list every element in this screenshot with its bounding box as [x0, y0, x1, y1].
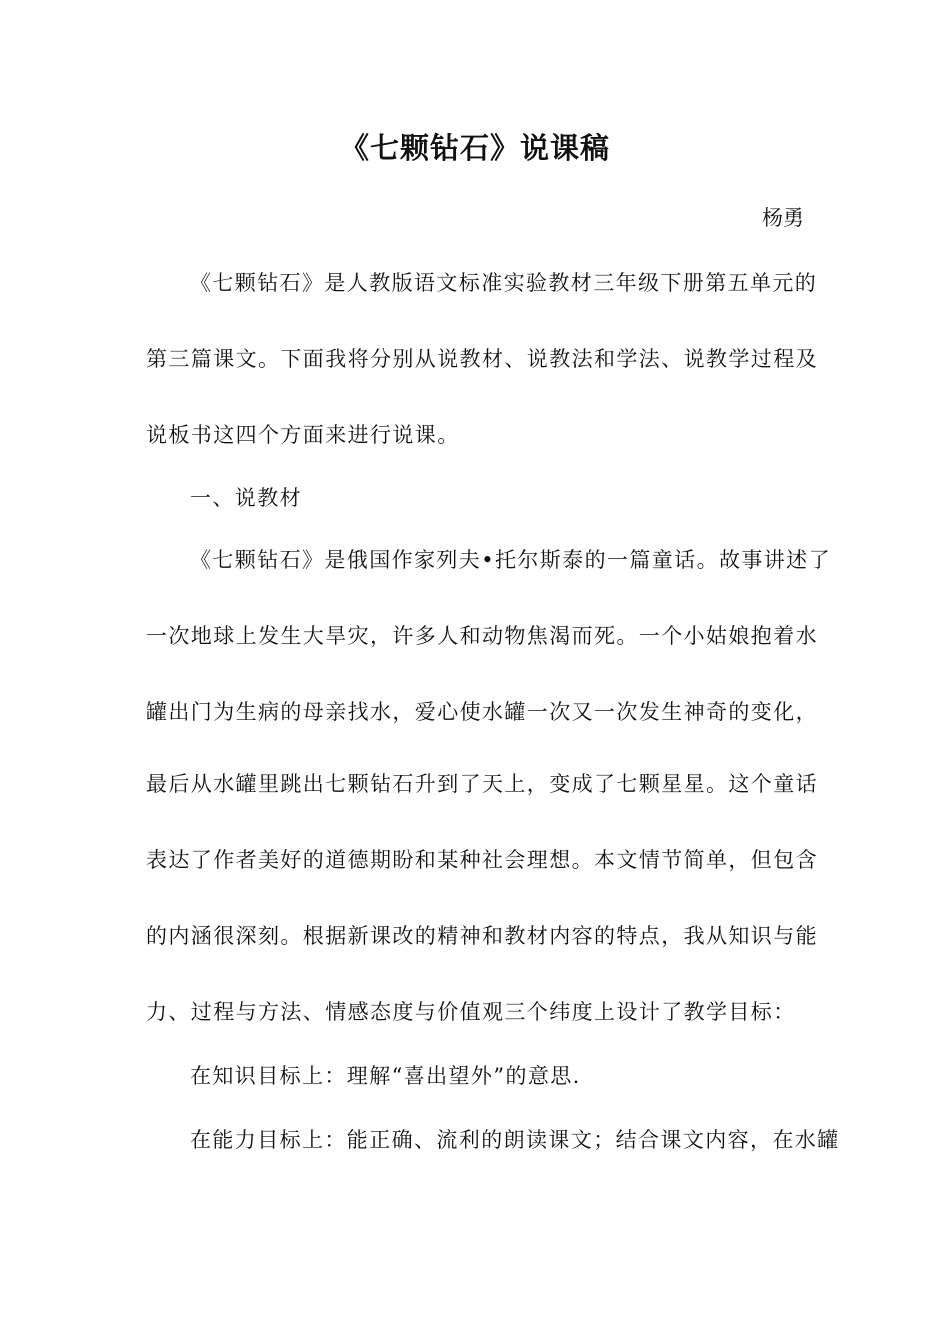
paragraph-line: 说板书这四个方面来进行说课。	[146, 423, 460, 447]
paragraph-line: 表达了作者美好的道德期盼和某种社会理想。本文情节简单，但包含	[146, 848, 818, 872]
paragraph-line: 罐出门为生病的母亲找水，爱心使水罐一次又一次发生神奇的变化，	[146, 700, 818, 724]
paragraph-line: 最后从水罐里跳出七颗钻石升到了天上，变成了七颗星星。这个童话	[146, 772, 818, 796]
paragraph-line: 第三篇课文。下面我将分别从说教材、说教法和学法、说教学过程及	[146, 347, 818, 371]
paragraph-line: 《七颗钻石》是俄国作家列夫•托尔斯泰的一篇童话。故事讲述了	[190, 548, 831, 572]
section-heading: 一、说教材	[190, 486, 302, 510]
document-title: 《七颗钻石》说课稿	[339, 131, 610, 165]
author-name: 杨勇	[762, 206, 804, 230]
goal-ability: 在能力目标上：能正确、流利的朗读课文；结合课文内容，在水罐	[190, 1128, 840, 1152]
paragraph-line: 力、过程与方法、情感态度与价值观三个纬度上设计了教学目标：	[146, 1000, 796, 1024]
paragraph-line: 《七颗钻石》是人教版语文标准实验教材三年级下册第五单元的	[190, 271, 818, 295]
paragraph-line: 一次地球上发生大旱灾，许多人和动物焦渴而死。一个小姑娘抱着水	[146, 624, 818, 648]
paragraph-line: 的内涵很深刻。根据新课改的精神和教材内容的特点，我从知识与能	[146, 924, 818, 948]
goal-knowledge: 在知识目标上：理解“喜出望外”的意思.	[190, 1064, 581, 1088]
